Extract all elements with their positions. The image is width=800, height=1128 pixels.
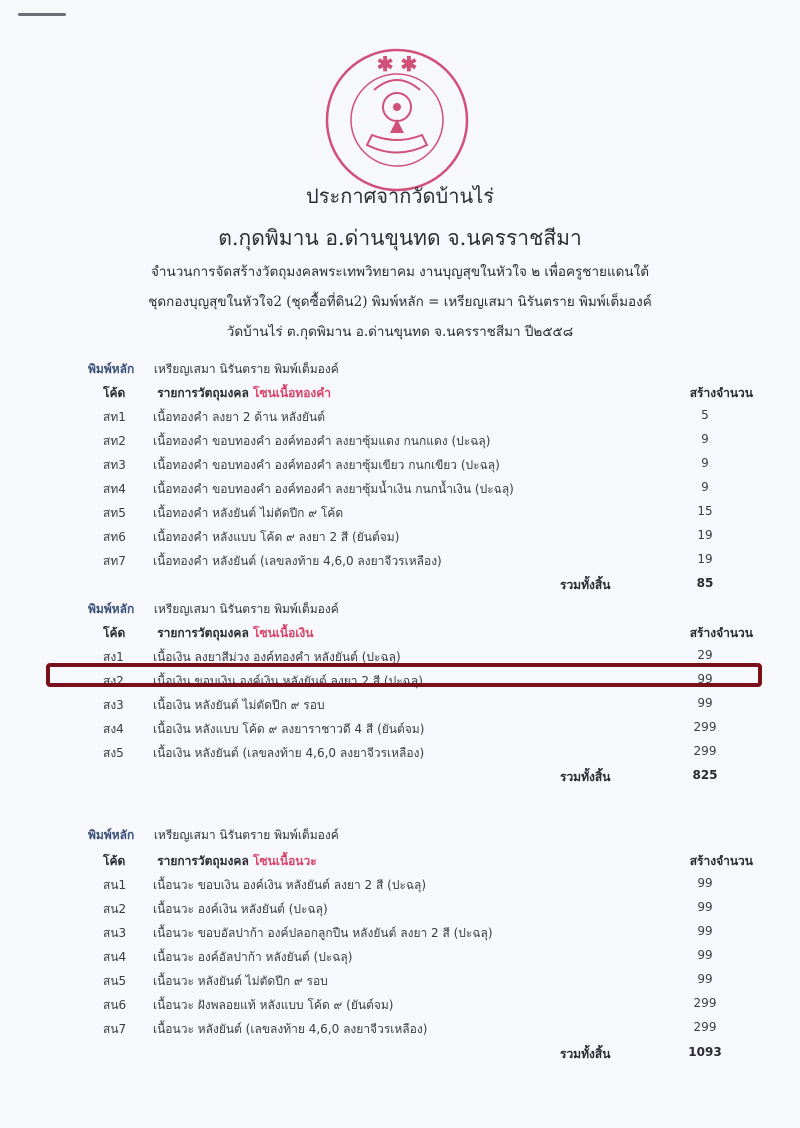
row-qty: 299 — [693, 1020, 717, 1034]
row-code: สน4 — [103, 950, 127, 964]
row-desc: เนื้อนวะ องค์อัลปาก้า หลังยันต์ (ปะฉลุ) — [153, 950, 353, 964]
main-print-value: เหรียญเสมา นิรันตราย พิมพ์เต็มองค์ — [153, 828, 339, 842]
zone-label: โซนเนื้อนวะ — [253, 854, 317, 868]
table-row — [103, 744, 763, 763]
section-total — [560, 768, 760, 787]
row-qty: 99 — [697, 972, 713, 986]
main-print-label: พิมพ์หลัก — [88, 362, 135, 376]
svg-text:✱ ✱: ✱ ✱ — [376, 52, 418, 76]
row-desc: เนื้อเงิน ลงยาสีม่วง องค์ทองคำ หลังยันต์ (ปะฉลุ) — [153, 650, 401, 664]
total-label: รวมทั้งสิ้น — [560, 770, 611, 784]
row-code: สท4 — [103, 482, 126, 496]
total-value: 85 — [696, 576, 714, 590]
row-desc: เนื้อทองคำ ลงยา 2 ด้าน หลังยันต์ — [153, 410, 326, 424]
section-total — [560, 1045, 760, 1064]
row-desc: เนื้อทองคำ ขอบทองคำ องค์ทองคำ ลงยาซุ้มแดง กนกแดง (ปะฉลุ) — [153, 434, 491, 448]
row-qty: 9 — [701, 432, 709, 446]
row-qty: 299 — [693, 720, 717, 734]
row-desc: เนื้อเงิน หลังยันต์ ไม่ตัดปีก ๙ รอบ — [153, 698, 325, 712]
row-code: สง3 — [103, 698, 124, 712]
row-code: สน7 — [103, 1022, 127, 1036]
row-code: สน6 — [103, 998, 127, 1012]
main-print-label: พิมพ์หลัก — [88, 828, 135, 842]
row-code: สท6 — [103, 530, 126, 544]
qty-header: สร้างจำนวน — [689, 626, 753, 640]
row-code: สท2 — [103, 434, 126, 448]
row-desc: เนื้อทองคำ หลังแบบ โค้ด ๙ ลงยา 2 สี (ยันต์จม) — [153, 530, 400, 544]
row-qty: 19 — [697, 528, 713, 542]
temple-year-line: วัดบ้านไร่ ต.กุดพิมาน อ.ด่านขุนทด จ.นครราชสีมา ปี๒๕๕๘ — [226, 324, 574, 340]
section-gold-header — [88, 360, 339, 379]
row-desc: เนื้อนวะ ฝังพลอยแท้ หลังแบบ โค้ด ๙ (ยันต์จม) — [153, 998, 394, 1012]
highlight-box — [46, 663, 762, 687]
row-desc: เนื้อนวะ ขอบอัลปาก้า องค์ปลอกลูกปืน หลังยันต์ ลงยา 2 สี (ปะฉลุ) — [153, 926, 493, 940]
main-print-label: พิมพ์หลัก — [88, 602, 135, 616]
table-row — [103, 696, 763, 715]
table-row — [103, 924, 763, 943]
row-code: สท5 — [103, 506, 126, 520]
row-desc: เนื้อเงิน หลังยันต์ (เลขลงท้าย 4,6,0 ลงยาจีวรเหลือง) — [153, 746, 425, 760]
table-row — [103, 408, 763, 427]
table-row — [103, 996, 763, 1015]
table-row — [103, 528, 763, 547]
row-qty: 99 — [697, 696, 713, 710]
row-code: สง1 — [103, 650, 124, 664]
total-label: รวมทั้งสิ้น — [560, 578, 611, 592]
row-qty: 9 — [701, 480, 709, 494]
row-code: สง2 — [103, 674, 124, 688]
table-row — [103, 432, 763, 451]
zone-label: โซนเนื้อทองคำ — [253, 386, 332, 400]
temple-seal-icon — [322, 45, 472, 195]
zone-label: โซนเนื้อเงิน — [253, 626, 314, 640]
column-header — [103, 384, 763, 403]
row-qty: 29 — [697, 648, 713, 662]
qty-header: สร้างจำนวน — [689, 386, 753, 400]
table-row — [103, 504, 763, 523]
row-qty: 99 — [697, 948, 713, 962]
table-row — [103, 948, 763, 967]
table-row — [103, 480, 763, 499]
description-line: จำนวนการจัดสร้างวัตถุมงคลพระเทพวิทยาคม งานบุญสุขในหัวใจ ๒ เพื่อครูชายแดนใต้ — [150, 264, 650, 280]
table-row — [103, 552, 763, 571]
table-row — [103, 720, 763, 739]
row-qty: 5 — [701, 408, 709, 422]
row-code: สท7 — [103, 554, 126, 568]
main-print-value: เหรียญเสมา นิรันตราย พิมพ์เต็มองค์ — [153, 602, 339, 616]
main-print-value: เหรียญเสมา นิรันตราย พิมพ์เต็มองค์ — [153, 362, 339, 376]
address-line: ต.กุดพิมาน อ.ด่านขุนทด จ.นครราชสีมา — [218, 226, 582, 250]
items-header: รายการวัตถุมงคล — [157, 386, 249, 400]
row-code: สน2 — [103, 902, 127, 916]
row-desc: เนื้อทองคำ หลังยันต์ (เลขลงท้าย 4,6,0 ลงยาจีวรเหลือง) — [153, 554, 442, 568]
row-code: สน5 — [103, 974, 127, 988]
row-qty: 15 — [697, 504, 713, 518]
column-header — [103, 624, 763, 643]
row-desc: เนื้อทองคำ ขอบทองคำ องค์ทองคำ ลงยาซุ้มเขียว กนกเขียว (ปะฉลุ) — [153, 458, 500, 472]
row-code: สน1 — [103, 878, 127, 892]
total-value: 825 — [692, 768, 718, 782]
row-desc: เนื้อทองคำ หลังยันต์ ไม่ตัดปีก ๙ โค้ด — [153, 506, 344, 520]
table-row — [103, 972, 763, 991]
section-total — [560, 576, 760, 595]
column-header — [103, 852, 763, 871]
row-desc: เนื้อนวะ หลังยันต์ (เลขลงท้าย 4,6,0 ลงยาจีวรเหลือง) — [153, 1022, 428, 1036]
row-desc: เนื้อนวะ องค์เงิน หลังยันต์ (ปะฉลุ) — [153, 902, 328, 916]
items-header: รายการวัตถุมงคล — [157, 854, 249, 868]
table-row — [103, 456, 763, 475]
row-qty: 9 — [701, 456, 709, 470]
row-qty: 99 — [697, 672, 713, 686]
row-desc: เนื้อเงิน หลังแบบ โค้ด ๙ ลงยาราชาวดี 4 สี (ยันต์จม) — [153, 722, 425, 736]
items-header: รายการวัตถุมงคล — [157, 626, 249, 640]
row-qty: 99 — [697, 900, 713, 914]
row-desc: เนื้อนวะ หลังยันต์ ไม่ตัดปีก ๙ รอบ — [153, 974, 328, 988]
row-qty: 299 — [693, 744, 717, 758]
row-code: สน3 — [103, 926, 127, 940]
table-row — [103, 876, 763, 895]
row-qty: 99 — [697, 924, 713, 938]
qty-header: สร้างจำนวน — [689, 854, 753, 868]
row-qty: 299 — [693, 996, 717, 1010]
scan-mark — [18, 13, 66, 16]
row-code: สท1 — [103, 410, 126, 424]
row-desc: เนื้อนวะ ขอบเงิน องค์เงิน หลังยันต์ ลงยา 2 สี (ปะฉลุ) — [153, 878, 427, 892]
code-header: โค้ด — [103, 386, 126, 400]
code-header: โค้ด — [103, 626, 126, 640]
row-code: สง5 — [103, 746, 124, 760]
row-code: สง4 — [103, 722, 124, 736]
table-row — [103, 1020, 763, 1039]
section-silver-header — [88, 600, 339, 619]
announcement-title: ประกาศจากวัดบ้านไร่ — [306, 184, 494, 208]
row-qty: 99 — [697, 876, 713, 890]
row-code: สท3 — [103, 458, 126, 472]
total-value: 1093 — [688, 1045, 722, 1059]
row-desc: เนื้อเงิน ขอบเงิน องค์เงิน หลังยันต์ ลงยา 2 สี (ปะฉลุ) — [153, 674, 423, 688]
code-header: โค้ด — [103, 854, 126, 868]
total-label: รวมทั้งสิ้น — [560, 1047, 611, 1061]
section-nawa-header — [88, 826, 339, 845]
table-row — [103, 900, 763, 919]
row-qty: 19 — [697, 552, 713, 566]
set-description-line: ชุดกองบุญสุขในหัวใจ2 (ชุดซื้อที่ดิน2) พิมพ์หลัก = เหรียญเสมา นิรันตราย พิมพ์เต็มองค์ — [148, 294, 652, 310]
row-desc: เนื้อทองคำ ขอบทองคำ องค์ทองคำ ลงยาซุ้มน้ำเงิน กนกน้ำเงิน (ปะฉลุ) — [153, 482, 514, 496]
